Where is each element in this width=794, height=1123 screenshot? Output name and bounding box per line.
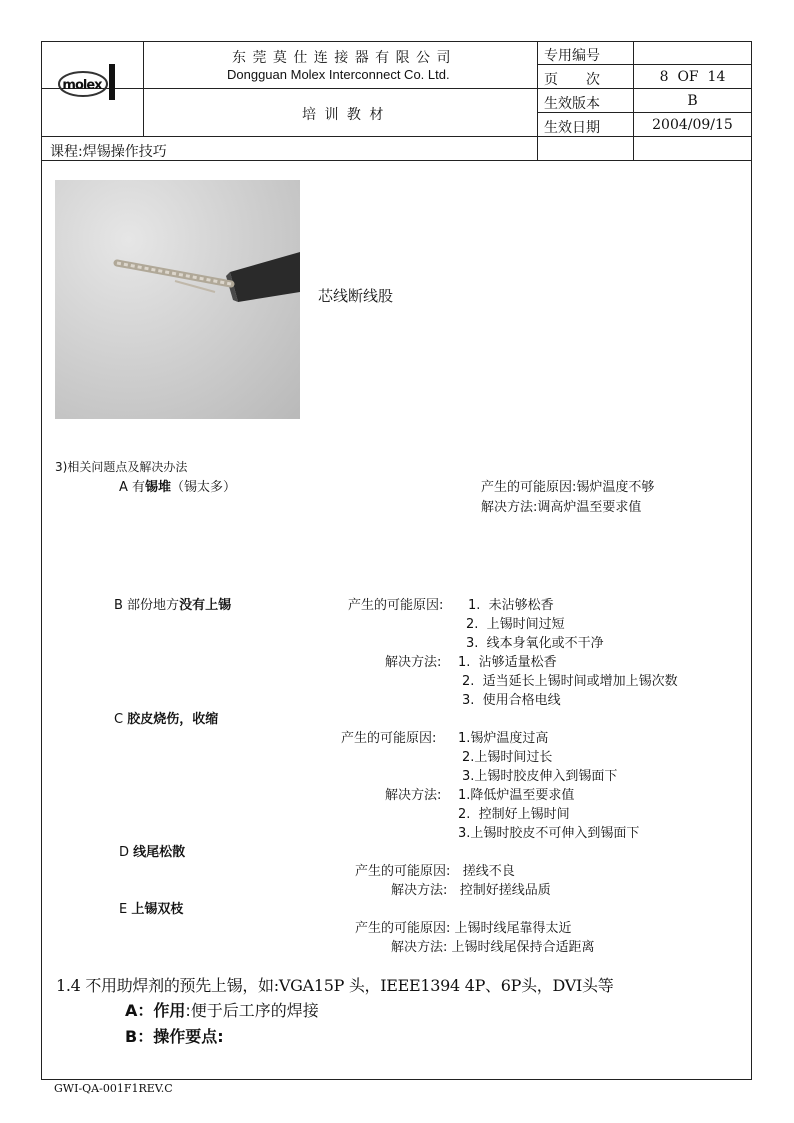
issue-d-solution: 解决方法: 控制好搓线品质 [391, 883, 551, 898]
issue-e-heading: E 上锡双枝 [119, 902, 184, 917]
field-label-page: 页 次 [544, 72, 600, 88]
issue-e-cause: 产生的可能原因: 上锡时线尾靠得太近 [355, 921, 572, 936]
issue-c-solution-3: 3.上锡时胶皮不可伸入到锡面下 [458, 826, 640, 841]
svg-text:molex: molex [62, 78, 102, 93]
issue-c-cause-3: 3.上锡时胶皮伸入到锡面下 [462, 769, 618, 784]
footer-form-code: GWI-QA-001F1REV.C [54, 1082, 173, 1095]
issue-b-solution-3: 3. 使用合格电线 [462, 693, 561, 708]
header-col-line [143, 41, 144, 136]
issue-b-cause-3: 3. 线本身氧化或不干净 [466, 636, 604, 651]
section-3-title: 3)相关问题点及解决办法 [55, 460, 188, 474]
issue-d-heading: D 线尾松散 [119, 845, 186, 860]
issue-c-cause-1: 1.锡炉温度过高 [458, 731, 549, 746]
issue-c-solution-label: 解决方法: [385, 788, 442, 803]
section-1-4-title: 1.4 不用助焊剂的预先上锡，如:VGA15P 头，IEEE1394 4P、6P头，DVI头等 [56, 976, 614, 995]
header-col-line [537, 41, 538, 160]
issue-b-solution-2: 2. 适当延长上锡时间或增加上锡次数 [462, 674, 678, 689]
section-1-4-a: A：作用:便于后工序的焊接 [125, 1001, 319, 1020]
issue-b-solution-label: 解决方法: [385, 655, 442, 670]
molex-logo [57, 62, 119, 102]
document-type: 培 训 教 材 [302, 107, 386, 123]
company-name-cn: 东 莞 莫 仕 连 接 器 有 限 公 司 [232, 50, 452, 66]
issue-a-solution: 解决方法:调高炉温至要求值 [481, 500, 642, 515]
company-name-en: Dongguan Molex Interconnect Co. Ltd. [227, 67, 450, 82]
issue-e-solution: 解决方法: 上锡时线尾保持合适距离 [391, 940, 595, 955]
issue-c-solution-1: 1.降低炉温至要求值 [458, 788, 575, 803]
course-title: 课程:焊锡操作技巧 [50, 144, 167, 160]
issue-b-cause-1: 1. 未沾够松香 [468, 598, 554, 613]
header-row-line [41, 136, 752, 137]
issue-c-cause-label: 产生的可能原因: [341, 731, 437, 746]
field-label-date: 生效日期 [544, 120, 600, 136]
field-value-page: 8 OF 14 [659, 69, 726, 85]
issue-a-heading: A 有锡堆（锡太多） [119, 480, 237, 495]
issue-b-solution-1: 1. 沾够适量松香 [458, 655, 557, 670]
field-value-date: 2004/09/15 [652, 117, 733, 133]
section-1-4-b: B：操作要点: [125, 1027, 224, 1046]
issue-a-cause: 产生的可能原因:锡炉温度不够 [481, 480, 655, 495]
issue-c-heading: C 胶皮烧伤，收缩 [114, 712, 219, 727]
field-label-version: 生效版本 [544, 96, 600, 112]
issue-c-cause-2: 2.上锡时间过长 [462, 750, 553, 765]
cable-photo [55, 180, 300, 419]
issue-b-cause-label: 产生的可能原因: [348, 598, 444, 613]
issue-c-solution-2: 2. 控制好上锡时间 [458, 807, 570, 822]
field-value-version: B [687, 93, 698, 109]
issue-b-heading: B 部份地方没有上锡 [114, 598, 232, 613]
photo-caption: 芯线断线股 [318, 287, 394, 305]
field-label-doc-no: 专用编号 [544, 48, 600, 64]
issue-d-cause: 产生的可能原因: 搓线不良 [355, 864, 515, 879]
issue-b-cause-2: 2. 上锡时间过短 [466, 617, 565, 632]
